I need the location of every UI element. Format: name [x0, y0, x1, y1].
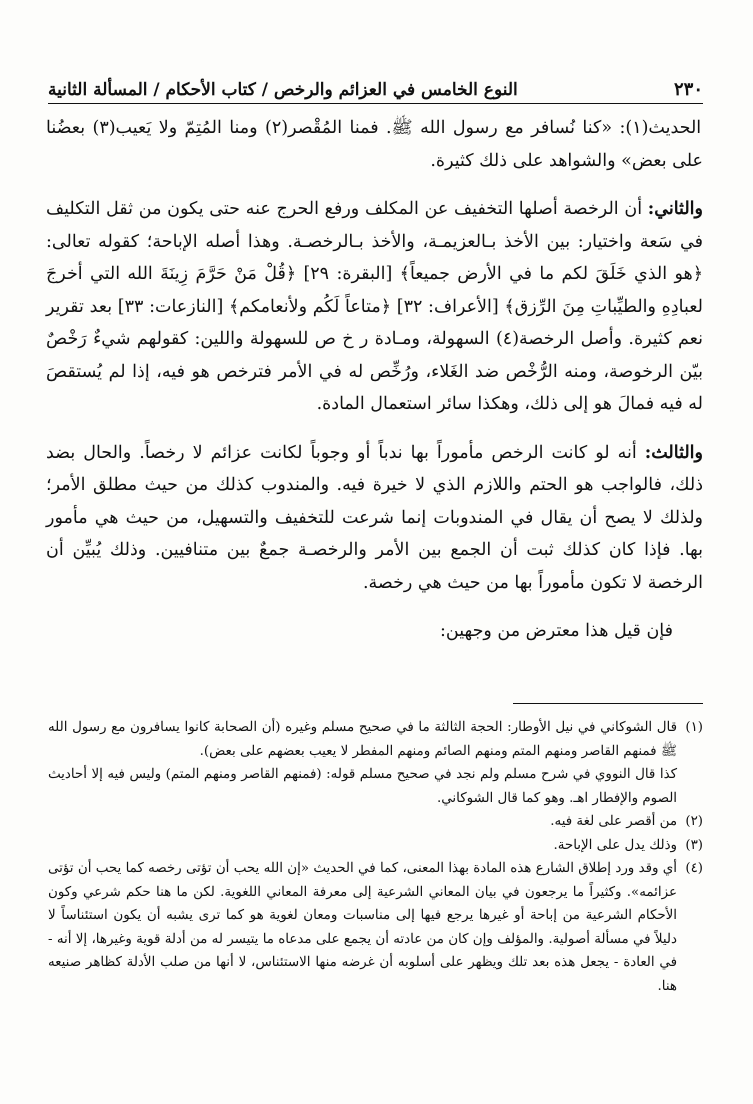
footnote-1-continued [48, 763, 703, 810]
text-line: مَنْ حَرَّمَ زِينَةَ الله التي أخرجَ لعبادِهِ والطيِّباتِ مِنَ الرِّزق﴾ [الأعراف: ٣٢] ﴿متاعاً لَكُم [46, 264, 703, 317]
footnote-line: كذا قال النووي في شرح مسلم ولم نجد في صحيح مسلم قوله: (فمنهم القاصر ومنهم المتم) وليس [124, 767, 677, 782]
footnote-number: (٤) [685, 861, 703, 876]
paragraph-lead: والثالث: [644, 442, 703, 463]
text-line: ر خ ص للسهولة واللين: كقولهم شيءٌ رَخْصٌ بيّن الرخوصة، ومنه الرُّخْص ضد الغَلاء، [46, 329, 703, 382]
text-line: ورُخِّص له في الأمر فترخص هو فيه، إذا لم يُستقصَ له فيه فمالَ هو إلى ذلك، وهكذا سائر [46, 361, 703, 414]
footnote-divider [513, 703, 703, 704]
footnote-number: (١) [685, 720, 703, 735]
running-title: النوع الخامس في العزائم والرخص / كتاب الأحكام / المسألة الثانية [48, 80, 518, 100]
text-line: من حيث هي مأمور بها. فإذا كان كذلك ثبت أن الجمع بين الأمر والرخصـة جمعٌ بين [46, 507, 703, 560]
footnote-2 [48, 810, 703, 834]
text-line: استعمال المادة. [316, 394, 432, 414]
paragraph-1 [46, 112, 703, 177]
footnote-line: قال الشوكاني في نيل الأوطار: الحجة الثالثة ما في صحيح مسلم وغيره (أن الصحابة كانوا يسافرون مع [106, 720, 677, 735]
footnote-line: ترى يشبه أن يكون استئناساً لا دليلاً في مسألة أصولية. والمؤلف وإن كان من عادته أن يجمع على [48, 908, 677, 947]
text-line: حيث مطلق الأمر؛ ولذلك لا يصح أن يقال في المندوبات إنما شرعت للتخفيف والتسهيل، [46, 475, 703, 528]
text-line: أنه لو كانت الرخص مأموراً بها ندباً أو وجوباً لكانت عزائم لا رخصاً. [131, 442, 637, 463]
text-line: متنافيين. وذلك يُبيِّن أن الرخصة لا تكون مأموراً بها من حيث هي رخصة. [46, 540, 703, 593]
paragraph-4: فإن قيل هذا معترض من وجهين: [440, 621, 673, 641]
text-line: ولأنعامكم﴾ [النازعات: ٣٣] بعد تقرير نعم كثيرة. وأصل الرخصة(٤) السهولة، ومـادة [46, 296, 703, 349]
page-header [48, 70, 703, 104]
footnote-number: (٣) [685, 837, 703, 853]
text-line: الحديث(١): «كنا نُسافر مع رسول الله ﷺ. فمنا المُقْصر(٢) ومنا المُتِمّ ولا يَعيب(٣) بعضُنا [46, 118, 702, 138]
paragraph-lead: والثاني: [647, 199, 703, 219]
text-line: أن الرخصة أصلها التخفيف عن المكلف ورفع الحرج عنه حتى يكون من [133, 199, 643, 219]
footnote-1 [48, 716, 703, 763]
text-line: والحال بضد ذلك، فالواجب هو الحتم واللازم الذي لا خيرة فيه. والمندوب كذلك من [46, 442, 703, 495]
footnote-line: هنا حكم شرعي وكون الأحكام الشرعية من إباحة أو غيرها يرجع فيها إلى مناسبات ومعان لغوية هو كما [48, 884, 677, 923]
footnote-number: (٢) [685, 814, 703, 829]
footnote-3 [48, 834, 703, 858]
paragraph-2 [46, 193, 703, 421]
footnote-line: يحب أن تؤتى عزائمه». وكثيراً ما يرجعون في بيان المعاني الشرعية إلى معرفة المعاني اللغوية. لكن ما [48, 861, 677, 900]
footnote-line: فيه إلا أحاديث الصوم والإفطار اهـ. وهو كما قال الشوكاني. [48, 767, 677, 806]
footnotes [48, 716, 703, 998]
text-line: الإباحة؛ كقوله تعالى: ﴿هو الذي خَلَقَ لكم ما في الأرض جميعاً﴾ [البقرة: ٢٩] ﴿قُلْ [46, 231, 703, 284]
footnote-4 [48, 857, 703, 998]
footnote-line: من أقصر على لغة فيه. [550, 814, 677, 829]
footnote-line: أي وقد ورد إطلاق الشارع هذه المادة بهذا المعنى، كما في الحديث «إن الله يحب أن تؤتى رخصه كما [121, 861, 677, 876]
footnote-line: رسول الله ﷺ فمنهم القاصر ومنهم المتم ومنهم الصائم ومنهم المفطر لا يعيب بعضهم على بعض). [48, 720, 677, 759]
page-number: ٢٣٠ [673, 79, 703, 100]
footnote-line: مدعاه ما يتيسر له من أدلة قوية وغيرها، إلا أنه - في العادة - يجعل هذه بعد تلك ويظهر على أسلوبه أن [48, 931, 677, 970]
text-line: ثقل التكليف في سَعة واختيار: بين الأخذ بـالعزيمـة، والأخذ بـالرخصـة. وهذا أصله [46, 199, 703, 252]
main-text [46, 112, 703, 648]
footnote-line: وذلك يدل على الإباحة. [553, 837, 677, 853]
paragraph-3 [46, 437, 703, 600]
text-line: على بعض» والشواهد على ذلك كثيرة. [430, 150, 703, 171]
footnote-line: غرضه منها الاستئناس، لا أنها من صلب الأدلة كظاهر صنيعه هنا. [48, 955, 677, 994]
